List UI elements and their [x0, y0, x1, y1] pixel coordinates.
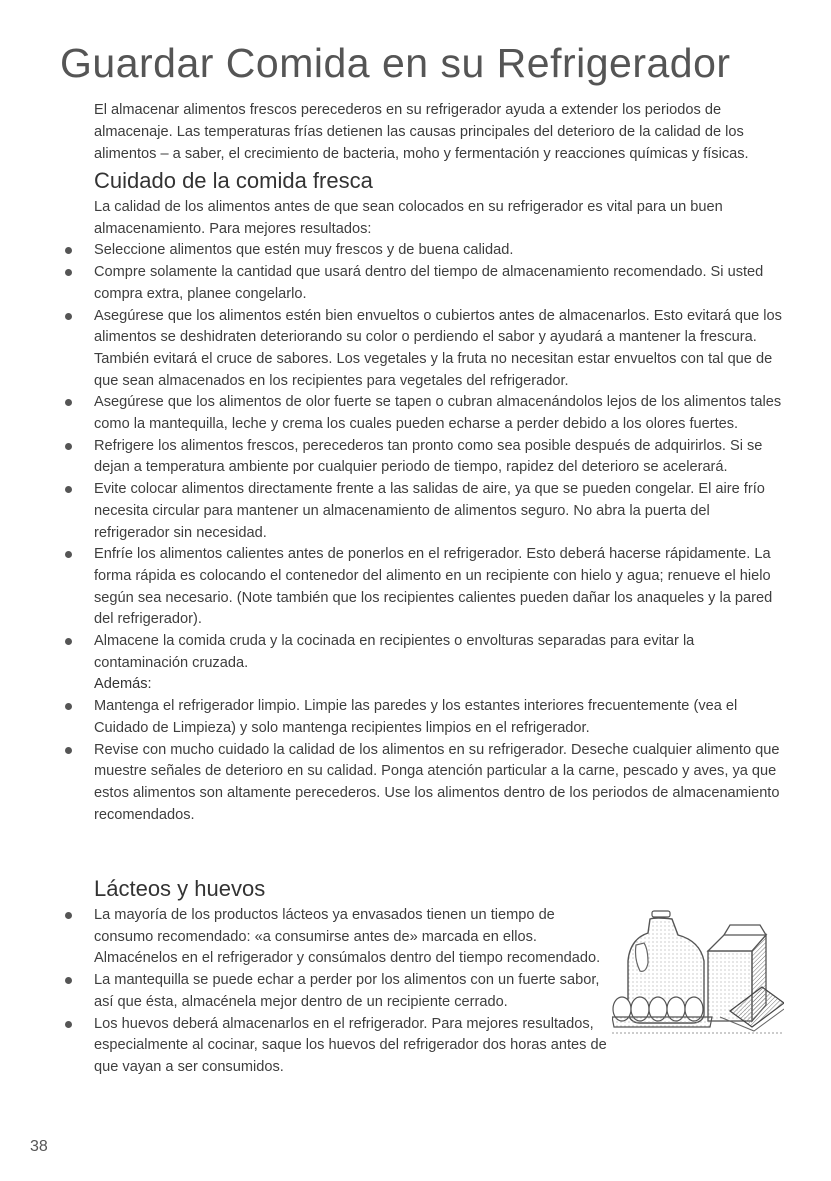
- fresh-food-list: [94, 240, 786, 674]
- list-item: La mantequilla se puede echar a perder por los alimentos con un fuerte sabor, así que ésta, almacénela mejor dentro de un recipiente cerrado.: [94, 970, 614, 1013]
- list-item: Refrigere los alimentos frescos, perecederos tan pronto como sea posible después de adquirirlos. Si se dejan a temperatura ambiente por cualquier periodo de tiempo, rapidez del deterioro se acelerará.: [94, 436, 786, 479]
- list-item: Compre solamente la cantidad que usará dentro del tiempo de almacenamiento recomendado. Si usted compra extra, planee congelarlo.: [94, 262, 786, 305]
- list-item: Seleccione alimentos que estén muy frescos y de buena calidad.: [94, 240, 786, 262]
- also-list: [94, 696, 786, 826]
- list-item: Revise con mucho cuidado la calidad de los alimentos en su refrigerador. Deseche cualquier alimento que muestre señales de deterioro en su calidad. Ponga atención particular a la carne, pescado y aves, ya que estos alimentos son altamente perecederos. Use los alimentos dentro de los periodos de almacenamiento recomendados.: [94, 740, 786, 827]
- intro-paragraph: El almacenar alimentos frescos perecederos en su refrigerador ayuda a extender los periodos de almacenaje. Las temperaturas frías detienen las causas principales del deterioro de la calidad de los alimentos – a saber, el crecimiento de bacteria, moho y fermentación y reacciones químicas y físicas.: [94, 102, 749, 162]
- also-heading: Además:: [94, 676, 152, 693]
- list-item: Evite colocar alimentos directamente frente a las salidas de aire, ya que se pueden congelar. El aire frío necesita circular para mantener un almacenamiento de alimentos seguro. No abra la puerta del refrigerador sin necesidad.: [94, 479, 786, 544]
- list-item: La mayoría de los productos lácteos ya envasados tienen un tiempo de consumo recomendado: «a consumirse antes de» marcada en ellos. Almacénelos en el refrigerador y consúmalos dentro del tiempo recomendado.: [94, 905, 614, 970]
- page-title: Guardar Comida en su Refrigerador: [60, 40, 731, 86]
- fresh-food-heading: Cuidado de la comida fresca: [94, 168, 373, 193]
- fresh-food-lead: La calidad de los alimentos antes de que sean colocados en su refrigerador es vital para un buen almacenamiento. Para mejores resultados:: [94, 199, 723, 237]
- list-item: Los huevos deberá almacenarlos en el refrigerador. Para mejores resultados, especialmente al cocinar, saque los huevos del refrigerador dos horas antes de que vayan a ser consumidos.: [94, 1014, 614, 1079]
- dairy-eggs-illustration: [612, 905, 784, 1035]
- fresh-food-section: [94, 197, 786, 826]
- list-item: Asegúrese que los alimentos estén bien envueltos o cubiertos antes de almacenarlos. Esto evitará que los alimentos se deshidraten deteriorando su color o perdiendo el sabor y ayudará a mantener la frescura. También evitará el cruce de sabores. Los vegetales y la fruta no necesitan estar envueltos con tal que de que sean almacenados en los recipientes para vegetales del refrigerador.: [94, 306, 786, 393]
- list-item: Enfríe los alimentos calientes antes de ponerlos en el refrigerador. Esto deberá hacerse rápidamente. La forma rápida es colocando el contenedor del alimento en un recipiente con hielo y agua; renueve el hielo según sea necesario. (Note también que los recipientes calientes pueden dañar los anaqueles y la pared del refrigerador).: [94, 544, 786, 631]
- list-item: Mantenga el refrigerador limpio. Limpie las paredes y los estantes interiores frecuentemente (vea el Cuidado de Limpieza) y solo mantenga recipientes limpios en el refrigerador.: [94, 696, 786, 739]
- page-number: 38: [30, 1138, 48, 1155]
- list-item: Asegúrese que los alimentos de olor fuerte se tapen o cubran almacenándolos lejos de los alimentos tales como la mantequilla, leche y crema los cuales pueden echarse a perder debido a los olores fuertes.: [94, 392, 786, 435]
- dairy-section: [94, 905, 614, 1079]
- dairy-heading: Lácteos y huevos: [94, 876, 266, 901]
- dairy-list: [94, 905, 614, 1079]
- list-item: Almacene la comida cruda y la cocinada en recipientes o envolturas separadas para evitar la contaminación cruzada.: [94, 631, 786, 674]
- eggs-icon: [612, 997, 712, 1027]
